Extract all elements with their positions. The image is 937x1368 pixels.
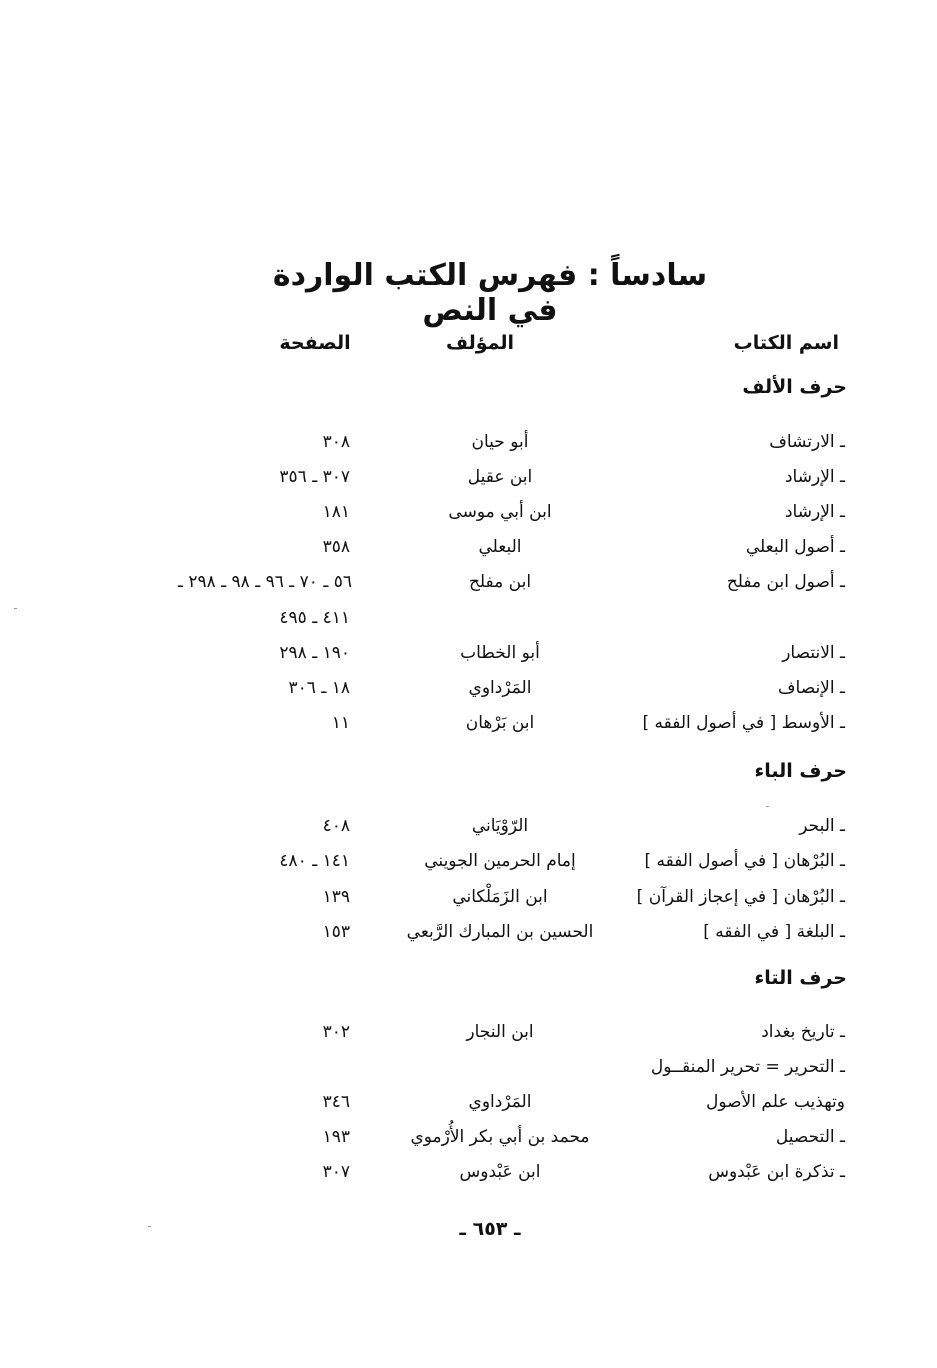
page-numbers: ٥٦ ـ ٧٠ ـ ٩٦ ـ ٩٨ ـ ٢٩٨ ـ [177, 572, 352, 592]
page-numbers: ١٨١ [322, 502, 350, 522]
book-title: ـ التحرير = تحرير المنقــول [650, 1057, 845, 1077]
book-title: ـ أصول البعلي [745, 537, 845, 557]
scan-speck [14, 608, 17, 609]
book-title: ـ البلغة [ في الفقه ] [703, 922, 845, 942]
column-header-author: المؤلف [445, 332, 515, 354]
page-numbers: ١٩٣ [322, 1127, 350, 1147]
book-title: ـ الانتصار [782, 643, 845, 663]
book-title: ـ الإرشاد [784, 467, 845, 487]
page-numbers: ٣٠٧ [322, 1162, 350, 1182]
table-row [0, 922, 937, 956]
author-name: المَرْداوي [468, 1092, 532, 1112]
table-row [0, 643, 937, 677]
table-row [0, 502, 937, 536]
scan-speck [148, 1226, 151, 1227]
author-name: محمد بن أبي بكر الأُرْموي [410, 1127, 590, 1147]
author-name: أبو الخطاب [460, 643, 540, 663]
table-row [0, 713, 937, 747]
table-row [0, 537, 937, 571]
page-numbers: ٣٥٨ [322, 537, 350, 557]
author-name: المَرْداوي [468, 678, 532, 698]
author-name: ابن بَرْهان [465, 713, 535, 733]
page-numbers: ٣٠٧ ـ ٣٥٦ [279, 467, 350, 487]
book-title: ـ الارتشاف [769, 432, 845, 452]
author-name: الرّوْيَاني [471, 816, 529, 836]
book-title: ـ البحر [799, 816, 845, 836]
page-numbers: ١٥٣ [322, 922, 350, 942]
section-heading-ba: حرف الباء [754, 760, 847, 782]
scan-speck [766, 806, 769, 807]
author-name: ابن النجار [466, 1022, 534, 1042]
page-numbers: ٣٤٦ [322, 1092, 350, 1112]
author-name: البعلي [478, 537, 522, 557]
author-name: ابن الزَمَلْكاني [452, 887, 548, 907]
table-row [0, 1022, 937, 1056]
page-numbers: ٣٠٢ [322, 1022, 350, 1042]
table-row [0, 678, 937, 712]
author-name: ابن عَبْدوس [459, 1162, 541, 1182]
page-numbers: ١٣٩ [322, 887, 350, 907]
book-title: ـ تذكرة ابن عَبْدوس [708, 1162, 845, 1182]
page-numbers: ١١ [331, 713, 350, 733]
page-numbers: ٤١١ ـ ٤٩٥ [279, 608, 350, 628]
book-title: ـ الإرشاد [784, 502, 845, 522]
author-name: الحسين بن المبارك الرَّبعي [406, 922, 594, 942]
book-title: ـ أصول ابن مفلح [726, 572, 845, 592]
author-name: ابن مفلح [468, 572, 532, 592]
column-header-book: اسم الكتاب [733, 332, 839, 354]
book-title: وتهذيب علم الأصول [705, 1092, 845, 1112]
table-row [0, 467, 937, 501]
page-numbers: ٤٠٨ [322, 816, 350, 836]
book-title: ـ البُرْهان [ في أصول الفقه ] [644, 851, 845, 871]
table-row [0, 1092, 937, 1126]
book-title: ـ تاريخ بغداد [761, 1022, 845, 1042]
page-title: سادساً : فهرس الكتب الواردة في النص [272, 258, 708, 328]
page-numbers: ١٤١ ـ ٤٨٠ [279, 851, 350, 871]
book-title: ـ التحصيل [775, 1127, 845, 1147]
author-name: إمام الحرمين الجويني [424, 851, 576, 871]
column-header-page: الصفحة [279, 332, 351, 354]
table-row [0, 851, 937, 885]
page-numbers: ١٨ ـ ٣٠٦ [288, 678, 350, 698]
author-name: أبو حيان [471, 432, 529, 452]
author-name: ابن أبي موسى [448, 502, 552, 522]
book-title: ـ الإنصاف [777, 678, 845, 698]
table-row [0, 1127, 937, 1161]
book-title: ـ الأوسط [ في أصول الفقه ] [642, 713, 845, 733]
section-heading-alif: حرف الألف [742, 376, 847, 398]
table-row [0, 816, 937, 850]
table-row [0, 432, 937, 466]
section-heading-ta: حرف التاء [754, 967, 847, 989]
book-title: ـ البُرْهان [ في إعجاز القرآن ] [636, 887, 845, 907]
table-row [0, 608, 937, 642]
table-row [0, 572, 937, 606]
page-numbers: ١٩٠ ـ ٢٩٨ [279, 643, 350, 663]
table-row [0, 1057, 937, 1091]
table-row [0, 887, 937, 921]
author-name: ابن عقيل [467, 467, 533, 487]
page-number-footer: ـ ٦٥٣ ـ [459, 1218, 521, 1240]
page-numbers: ٣٠٨ [322, 432, 350, 452]
table-row [0, 1162, 937, 1196]
